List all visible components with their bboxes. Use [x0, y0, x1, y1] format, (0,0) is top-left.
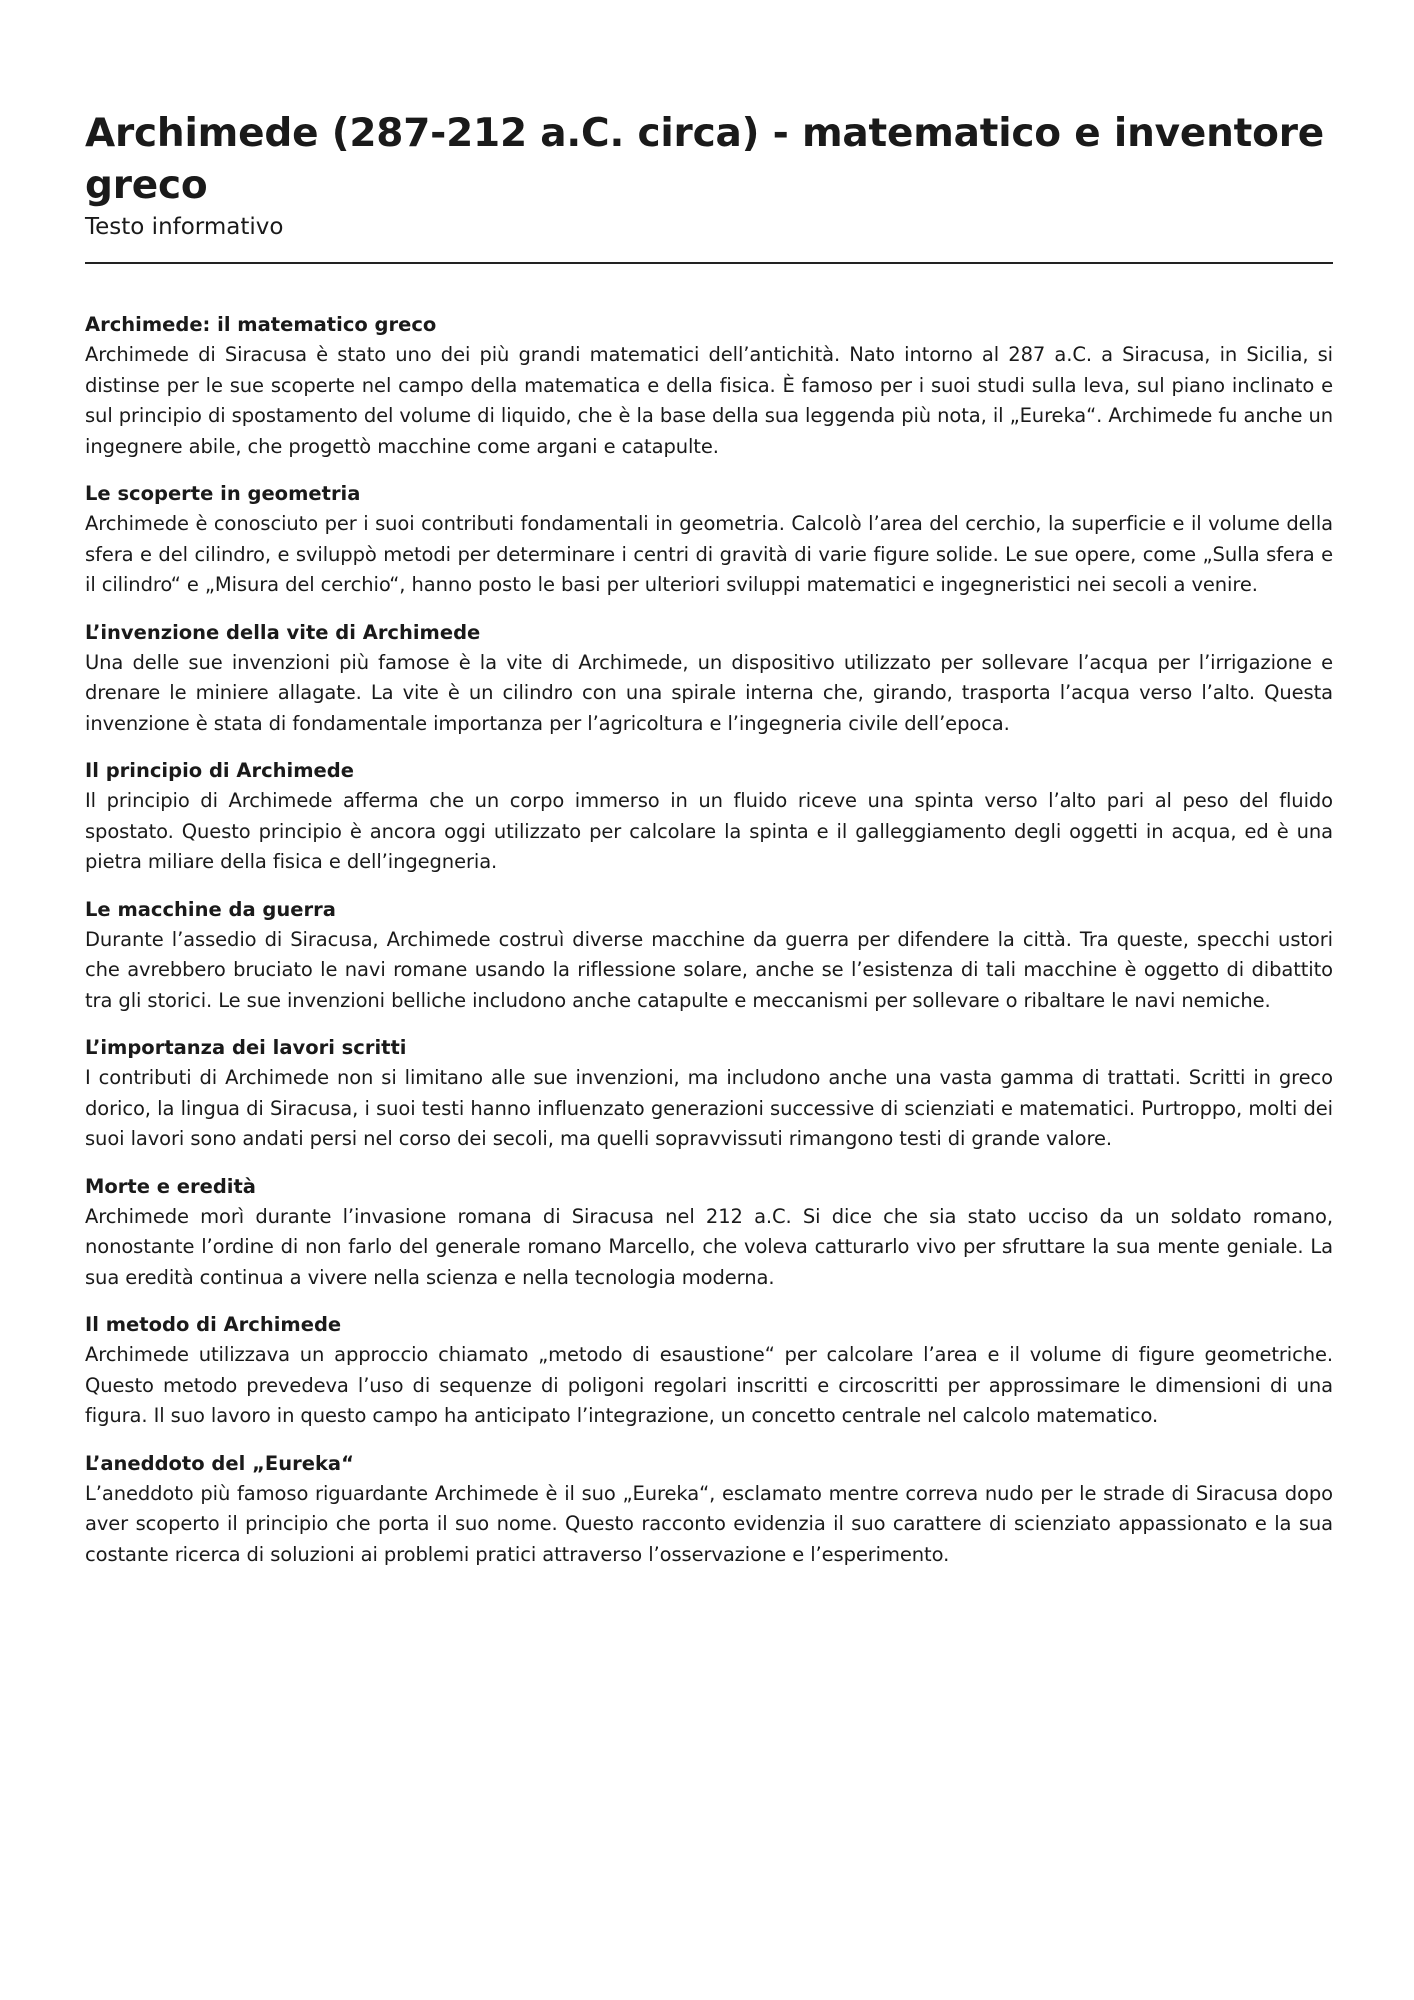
- title-divider: [85, 262, 1333, 264]
- section-heading: Le macchine da guerra: [85, 897, 336, 921]
- section-principio-archimede: [85, 756, 1333, 878]
- section-matematico-greco: [85, 310, 1333, 462]
- section-heading: Il principio di Archimede: [85, 759, 354, 782]
- section-body: Archimede è conosciuto per i suoi contributi fondamentali in geometria. Calcolò l’area del cerchio, la superficie e il volume della sfera e del cilindro, e sviluppò metodi per determinare i centri di gravità di varie figure solide. Le sue opere, come „Sulla sfera e il cilindro“ e „Misura del cerchio“, hanno posto le basi per ulteriori sviluppi matematici e ingegneristici nei secoli a venire.: [85, 512, 1333, 596]
- section-aneddoto-eureka: [85, 1449, 1333, 1571]
- section-lavori-scritti: [85, 1033, 1333, 1155]
- section-body: Archimede morì durante l’invasione romana di Siracusa nel 212 a.C. Si dice che sia stato ucciso da un soldato romano, nonostante l’ordine di non farlo del generale romano Marcello, che voleva catturarlo vivo per sfruttare la sua mente geniale. La sua eredità continua a vivere nella scienza e nella tecnologia moderna.: [85, 1204, 1333, 1289]
- page-subtitle: Testo informativo: [85, 214, 284, 240]
- section-body: I contributi di Archimede non si limitano alle sue invenzioni, ma includono anche una vasta gamma di trattati. Scritti in greco dorico, la lingua di Siracusa, i suoi testi hanno influenzato generazioni successive di scienziati e matematici. Purtroppo, molti dei suoi lavori sono andati persi nel corso dei secoli, ma quelli sopravvissuti rimangono testi di grande valore.: [85, 1066, 1333, 1150]
- section-vite-archimede: [85, 618, 1333, 740]
- section-body: Archimede utilizzava un approccio chiamato „metodo di esaustione“ per calcolare l’area e il volume di figure geometriche. Questo metodo prevedeva l’uso di sequenze di poligoni regolari inscritti e circoscritti per approssimare le dimensioni di una figura. Il suo lavoro in questo campo ha anticipato l’integrazione, un concetto centrale nel calcolo matematico.: [85, 1343, 1333, 1427]
- section-heading: Il metodo di Archimede: [85, 1313, 342, 1336]
- section-morte-eredita: [85, 1172, 1333, 1294]
- section-body: Archimede di Siracusa è stato uno dei più grandi matematici dell’antichità. Nato intorno al 287 a.C. a Siracusa, in Sicilia, si distinse per le sue scoperte nel campo della matematica e della fisica. È famoso per i suoi studi sulla leva, sul piano inclinato e sul principio di spostamento del volume di liquido, che è la base della sua leggenda più nota, il „Eureka“. Archimede fu anche un ingegnere abile, che progettò macchine come argani e catapulte.: [85, 343, 1333, 458]
- section-body: Il principio di Archimede afferma che un corpo immerso in un fluido riceve una spinta verso l’alto pari al peso del fluido spostato. Questo principio è ancora oggi utilizzato per calcolare la spinta e il galleggiamento degli oggetti in acqua, ed è una pietra miliare della fisica e dell’ingegneria.: [85, 789, 1333, 873]
- section-body: Una delle sue invenzioni più famose è la vite di Archimede, un dispositivo utilizzato per sollevare l’acqua per l’irrigazione e drenare le miniere allagate. La vite è un cilindro con una spirale interna che, girando, trasporta l’acqua verso l’alto. Questa invenzione è stata di fondamentale importanza per l’agricoltura e l’ingegneria civile dell’epoca.: [85, 650, 1333, 735]
- section-heading: Le scoperte in geometria: [85, 482, 361, 505]
- section-body: Durante l’assedio di Siracusa, Archimede costruì diverse macchine da guerra per difendere la città. Tra queste, specchi ustori che avrebbero bruciato le navi romane usando la riflessione solare, anche se l’esistenza di tali macchine è oggetto di dibattito tra gli storici. Le sue invenzioni belliche includono anche catapulte e meccanismi per sollevare o ribaltare le navi nemiche.: [85, 927, 1333, 1012]
- document-page: [85, 108, 1333, 1587]
- section-body: L’aneddoto più famoso riguardante Archimede è il suo „Eureka“, esclamato mentre correva nudo per le strade di Siracusa dopo aver scoperto il principio che porta il suo nome. Questo racconto evidenzia il suo carattere di scienziato appassionato e la sua costante ricerca di soluzioni ai problemi pratici attraverso l’osservazione e l’esperimento.: [85, 1481, 1333, 1566]
- section-heading: L’aneddoto del „Eureka“: [85, 1451, 354, 1475]
- section-macchine-guerra: [85, 895, 1333, 1017]
- section-heading: L’invenzione della vite di Archimede: [85, 620, 481, 644]
- section-heading: Morte e eredità: [85, 1174, 256, 1198]
- section-heading: L’importanza dei lavori scritti: [85, 1036, 407, 1059]
- page-title: Archimede (287-212 a.C. circa) - matematico e inventore greco: [85, 111, 1324, 208]
- section-heading: Archimede: il matematico greco: [85, 313, 437, 336]
- section-metodo-archimede: [85, 1310, 1333, 1432]
- section-scoperte-geometria: [85, 479, 1333, 601]
